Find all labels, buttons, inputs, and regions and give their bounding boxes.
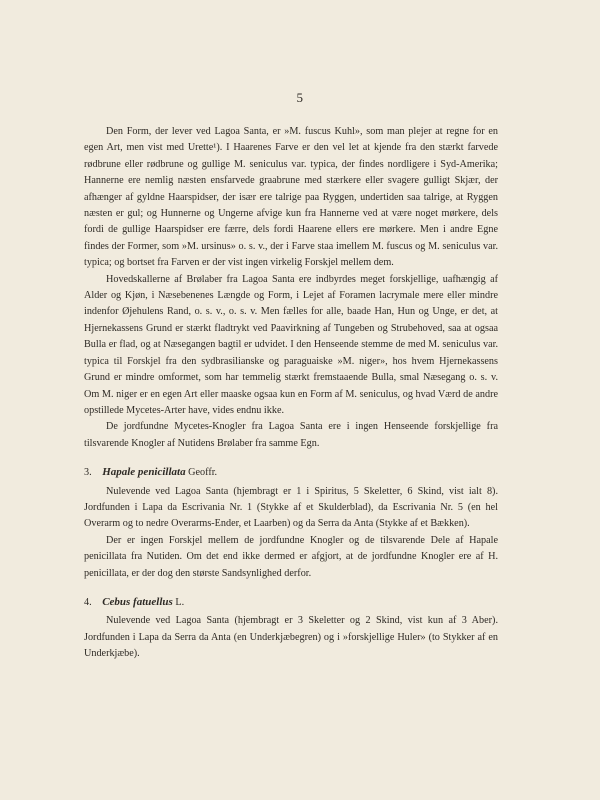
section-number: 4. [84,596,92,608]
intro-paragraph-1: Den Form, der lever ved Lagoa Santa, er »M. fuscus Kuhl», som man plejer at regne for en egen Art, men vist med Urette¹). I Haarenes Farve er den vel let at kjende fra den stærkt farvede rødbrune eller rødbrune og gullige M. seniculus var. typica, der findes nordligere i Syd-Amerika; Hannerne ere nemlig næsten ensfarvede graabrune med stærkere eller svagere gulligt Skjær, der afhænger af gyldne Haarspidser, der især ere talrige paa Ryggen, undertiden saa talrige, at Ryggen næsten er gul; og Hunnerne og Ungerne afvige kun fra Hannerne ved at være noget mørkere, dels fordi de gullige Haarspidser ere færre, dels fordi Haarene ellers ere mørkere. Men i andre Egne findes der Former, som »M. ursinus» o. s. v., der i Farve staa imellem M. fuscus og M. seniculus var. typica; og bortset fra Farven er der vist ingen virkelig Forskjel mellem dem. [84,126,498,269]
body-text [84,124,498,663]
species-name: Cebus fatuellus [102,595,173,608]
intro-paragraph-2: Hovedskallerne af Brølaber fra Lagoa Santa ere indbyrdes meget forskjellige, uafhængig af Alder og Kjøn, i Næsebenenes Længde og Form, i Lejet af Foramen lacrymale mere eller mindre indenfor Øjehulens Rand, o. s. v., o. s. v. Men fælles for alle, baade Han, Hun og Unge, er det, at Hjernekassens Grund er stærkt fladtrykt ved Paavirkning af Tungeben og Strubehoved, saa at ogsaa Bulla er flad, og at Næsegangen bagtil er udvidet. I den Henseende stemme de med M. seniculus var. typica til Forskjel fra den sydbrasilianske og paraguaiske »M. niger», hos hvem Hjernekassens Grund er mindre omformet, som har temmelig stærkt fremstaaende Bulla, smal Næsegang o. s. v. Om M. niger er en egen Art eller maaske ogsaa kun en Form af M. seniculus, og hvad Værd de andre opstillede Mycetes-Arter have, vides endnu ikke. [84,273,498,416]
intro-paragraph-3: De jordfundne Mycetes-Knogler fra Lagoa Santa ere i ingen Henseende forskjellige fra tilsvarende Knogler af Nutidens Brølaber fra samme Egn. [84,421,498,449]
section-paragraph: Nulevende ved Lagoa Santa (hjembragt er 1 i Spiritus, 5 Skeletter, 6 Skind, vist ialt 8). Jordfunden i Lapa da Escrivania Nr. 1 (Stykke af et Skulderblad), da Escrivania Nr. 5 (en hel Overarm og to nedre Overarms-Ender, et Laarben) og da Serra da Anta (Stykke af et Bækken). [84,485,498,530]
section-paragraph: Nulevende ved Lagoa Santa (hjembragt er 3 Skeletter og 2 Skind, vist kun af 3 Aber). Jordfunden i Lapa da Serra da Anta (en Underkjæbegren) og i »forskjellige Huler» (to Stykker af en Underkjæbe). [84,615,498,660]
page-number: 5 [296,90,304,105]
species-name: Hapale penicillata [102,466,186,479]
species-author: Geoffr. [188,467,218,479]
section-number: 3. [84,467,92,479]
species-section-hapale [84,464,498,582]
species-author: L. [175,596,185,608]
species-section-cebus [84,594,498,663]
section-paragraph: Der er ingen Forskjel mellem de jordfundne Knogler og de tilsvarende Dele af Hapale penicillata fra Nutiden. Om det end ikke dermed er afgjort, at de jordfundne Knogler ere af H. penicillata, er der dog den største Sandsynlighed derfor. [84,534,498,579]
section-heading [84,464,498,481]
section-heading [84,594,498,611]
